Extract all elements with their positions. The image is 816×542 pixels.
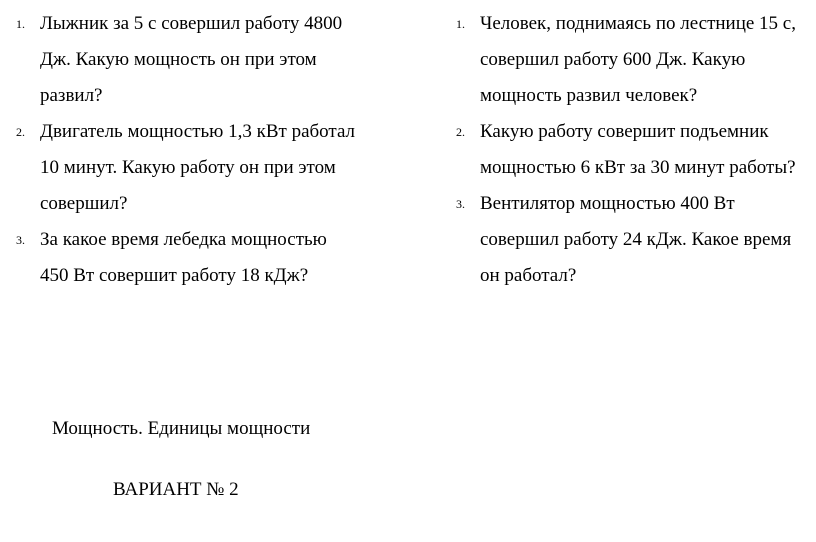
- right-task-list: [456, 6, 816, 294]
- task-number: 3.: [456, 197, 465, 211]
- task-text: [480, 114, 796, 186]
- task-text: [40, 114, 355, 222]
- right-task-3: [456, 186, 816, 294]
- task-line: Человек, поднимаясь по лестнице 15 с,: [480, 13, 796, 34]
- task-line: он работал?: [480, 265, 577, 286]
- task-text: [480, 6, 796, 114]
- right-task-1: [456, 6, 816, 114]
- task-number: 2.: [16, 125, 25, 139]
- left-task-2: [16, 114, 396, 222]
- task-text: [480, 186, 791, 294]
- right-task-2: [456, 114, 816, 186]
- task-line: Двигатель мощностью 1,3 кВт работал: [40, 121, 356, 142]
- task-text: [40, 222, 327, 294]
- task-line: 10 минут. Какую работу он при этом: [40, 157, 336, 178]
- task-line: Лыжник за 5 с совершил работу 4800: [40, 13, 343, 34]
- task-line: 450 Вт совершит работу 18 кДж?: [40, 265, 309, 286]
- task-line: мощностью 6 кВт за 30 минут работы?: [480, 157, 796, 178]
- variant-title: ВАРИАНТ № 2: [113, 479, 239, 500]
- task-line: совершил работу 600 Дж. Какую: [480, 49, 746, 70]
- task-line: За какое время лебедка мощностью: [40, 229, 327, 250]
- task-number: 2.: [456, 125, 465, 139]
- task-text: [40, 6, 342, 114]
- task-line: Дж. Какую мощность он при этом: [40, 49, 317, 70]
- task-line: Какую работу совершит подъемник: [480, 121, 769, 142]
- task-line: совершил работу 24 кДж. Какое время: [480, 229, 792, 250]
- left-task-1: [16, 6, 396, 114]
- left-task-list: [16, 6, 396, 294]
- task-number: 3.: [16, 233, 25, 247]
- task-number: 1.: [456, 17, 465, 31]
- task-line: Вентилятор мощностью 400 Вт: [480, 193, 735, 214]
- task-line: развил?: [40, 85, 103, 106]
- topic-title: Мощность. Единицы мощности: [52, 418, 311, 439]
- task-line: мощность развил человек?: [480, 85, 698, 106]
- left-task-3: [16, 222, 396, 294]
- task-line: совершил?: [40, 193, 128, 214]
- task-number: 1.: [16, 17, 25, 31]
